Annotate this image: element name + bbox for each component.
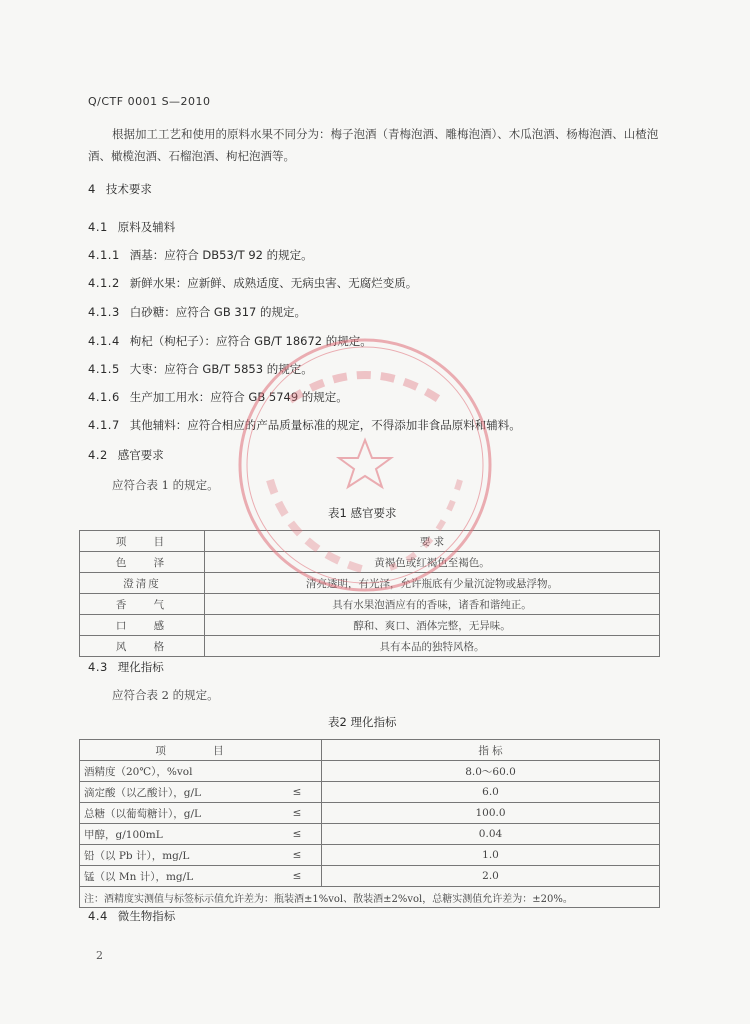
header-cell: 指 标 [322, 740, 660, 761]
table-row [80, 552, 660, 573]
section-4-4-heading [88, 908, 175, 924]
table-cell: 100.0 [322, 803, 660, 824]
section-title: 微生物指标 [117, 909, 176, 923]
table-cell: 酒精度（20℃），%vol [80, 761, 274, 782]
sensory-requirements-table [79, 530, 660, 657]
header-cell: 项 目 [80, 740, 322, 761]
table-cell: 清亮透明，有光泽，允许瓶底有少量沉淀物或悬浮物。 [205, 573, 660, 594]
table-cell: ≤ [273, 803, 322, 824]
item-text: 白砂糖：应符合 GB 317 的规定。 [129, 305, 306, 319]
item-4-1-2 [88, 275, 417, 291]
table-cell: 黄褐色或红褐色至褐色。 [205, 552, 660, 573]
section-title: 理化指标 [117, 660, 164, 674]
section-number: 4.2 [88, 448, 108, 462]
table-cell: 总糖（以葡萄糖计），g/L [80, 803, 274, 824]
section-title: 原料及辅料 [117, 220, 176, 234]
intro-paragraph: 根据加工工艺和使用的原料水果不同分为：梅子泡酒（青梅泡酒、雕梅泡酒）、木瓜泡酒、杨梅泡酒、山楂泡酒、橄榄泡酒、石榴泡酒、枸杞泡酒等。 [88, 127, 659, 163]
item-number: 4.1.6 [88, 390, 120, 404]
table-1-caption: 表1 感官要求 [328, 506, 397, 520]
item-4-1-1 [88, 247, 313, 263]
section-4-1-heading [88, 219, 175, 235]
table-row [80, 573, 660, 594]
table-cell: 0.04 [322, 824, 660, 845]
section-number: 4.4 [88, 909, 108, 923]
table-cell: 澄清度 [80, 573, 205, 594]
table-row [80, 866, 660, 887]
item-text: 酒基：应符合 DB53/T 92 的规定。 [129, 248, 313, 262]
item-4-1-5 [88, 361, 313, 377]
table-cell: 具有水果泡酒应有的香味，诸香和谐纯正。 [205, 594, 660, 615]
page-number: 2 [96, 949, 103, 962]
table-cell: 风 格 [80, 636, 205, 657]
section-number: 4.1 [88, 220, 108, 234]
section-number: 4 [88, 182, 96, 196]
table-row [80, 761, 660, 782]
item-4-1-4 [88, 333, 372, 349]
item-text: 大枣：应符合 GB/T 5853 的规定。 [129, 362, 313, 376]
item-text: 生产加工用水：应符合 GB 5749 的规定。 [129, 390, 348, 404]
item-4-1-6 [88, 389, 348, 405]
table-row [80, 615, 660, 636]
table-row [80, 636, 660, 657]
table-note: 注：酒精度实测值与标签标示值允许差为：瓶装酒±1%vol、散装酒±2%vol，总糖实测值允许差为：±20%。 [80, 887, 660, 908]
table-2-caption: 表2 理化指标 [328, 715, 397, 729]
table-cell: 6.0 [322, 782, 660, 803]
table-row [80, 782, 660, 803]
table-cell: 口 感 [80, 615, 205, 636]
table-cell: ≤ [273, 866, 322, 887]
section-title: 感官要求 [117, 448, 164, 462]
table-note-row [80, 887, 660, 908]
table-cell: 香 气 [80, 594, 205, 615]
table-row [80, 803, 660, 824]
table-cell [273, 761, 322, 782]
table-cell: 1.0 [322, 845, 660, 866]
table-row [80, 845, 660, 866]
item-number: 4.1.2 [88, 276, 120, 290]
table-cell: ≤ [273, 845, 322, 866]
table-cell: 甲醇，g/100mL [80, 824, 274, 845]
item-number: 4.1.7 [88, 418, 120, 432]
header-cell: 要 求 [205, 531, 660, 552]
section-4-2-heading [88, 447, 164, 463]
table-cell: ≤ [273, 782, 322, 803]
table-1-reference: 应符合表 1 的规定。 [112, 478, 219, 492]
table-cell: 具有本品的独特风格。 [205, 636, 660, 657]
item-number: 4.1.1 [88, 248, 120, 262]
section-number: 4.3 [88, 660, 108, 674]
table-row [80, 824, 660, 845]
table-cell: 2.0 [322, 866, 660, 887]
table-cell: 色 泽 [80, 552, 205, 573]
document-code: Q/CTF 0001 S—2010 [88, 95, 211, 108]
item-number: 4.1.5 [88, 362, 120, 376]
table-cell: 铅（以 Pb 计），mg/L [80, 845, 274, 866]
table-row [80, 594, 660, 615]
header-cell: 项 目 [80, 531, 205, 552]
physicochemical-table [79, 739, 660, 908]
table-cell: 锰（以 Mn 计），mg/L [80, 866, 274, 887]
section-4-3-heading [88, 659, 164, 675]
item-text: 其他辅料：应符合相应的产品质量标准的规定，不得添加非食品原料和辅料。 [129, 418, 521, 432]
table-header-row [80, 531, 660, 552]
item-text: 枸杞（枸杞子）：应符合 GB/T 18672 的规定。 [129, 334, 372, 348]
table-cell: 滴定酸（以乙酸计），g/L [80, 782, 274, 803]
item-number: 4.1.4 [88, 334, 120, 348]
table-2-reference: 应符合表 2 的规定。 [112, 688, 219, 702]
section-4-heading [88, 181, 152, 197]
table-cell: 醇和、爽口、酒体完整，无异味。 [205, 615, 660, 636]
table-header-row [80, 740, 660, 761]
section-title: 技术要求 [105, 182, 152, 196]
item-number: 4.1.3 [88, 305, 120, 319]
item-4-1-7 [88, 417, 521, 433]
table-cell: ≤ [273, 824, 322, 845]
item-text: 新鲜水果：应新鲜、成熟适度、无病虫害、无腐烂变质。 [129, 276, 418, 290]
item-4-1-3 [88, 304, 306, 320]
table-cell: 8.0～60.0 [322, 761, 660, 782]
